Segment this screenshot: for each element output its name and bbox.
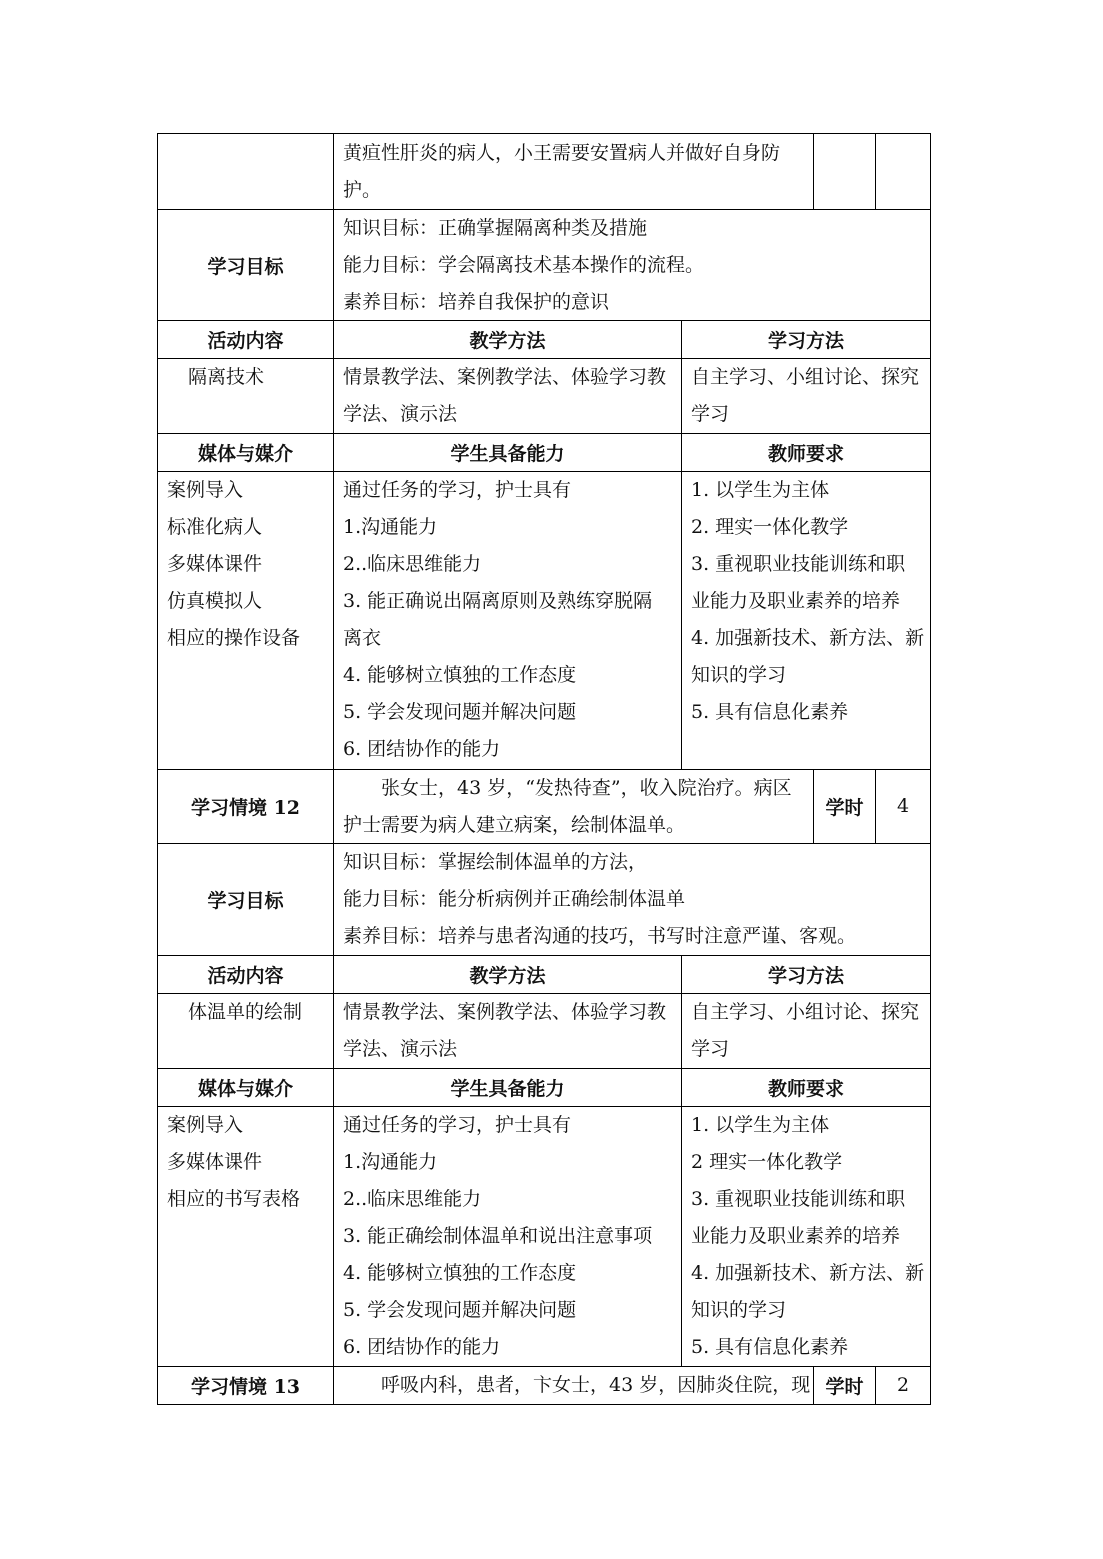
header-activity: 活动内容: [207, 965, 284, 987]
activity-content-row: [157, 993, 931, 1068]
goals-list: 知识目标：掌握绘制体温单的方法， 能力目标：能分析病例并正确绘制体温单 素养目标：培养与患者沟通的技巧，书写时注意严谨、客观。: [333, 844, 930, 955]
goals-label: 学习目标: [207, 255, 284, 278]
header-student-ability: 学生具备能力: [333, 1069, 681, 1106]
scenario-13-description: 呼吸内科，患者，卞女士，43 岁，因肺炎住院，现: [333, 1367, 813, 1404]
scenario-12-hours-label: 学时: [813, 770, 875, 843]
media-list: 案例导入 多媒体课件 相应的书写表格: [167, 1114, 301, 1210]
hours-label-cell: [813, 134, 875, 209]
header-teaching-method: 教学方法: [333, 321, 681, 358]
lesson-plan-table: [157, 133, 931, 1405]
hours-value-cell: [875, 134, 930, 209]
learning-method: 自主学习、小组讨论、探究 学习: [681, 359, 930, 433]
scenario-13-hours: 2: [875, 1367, 930, 1404]
goals-label: 学习目标: [207, 890, 284, 912]
media-content-row: [157, 471, 931, 769]
student-ability-list: 通过任务的学习，护士具有 1.沟通能力 2..临床思维能力 3. 能正确绘制体温单和说出注意事项 4. 能够树立慎独的工作态度 5. 学会发现问题并解决问题 6. 团结协作的能力: [333, 1107, 681, 1366]
learning-goals-row: [157, 843, 931, 955]
header-media: 媒体与媒介: [197, 1078, 293, 1100]
media-header-row: [157, 1068, 931, 1106]
activity-header-row: [157, 955, 931, 993]
header-learning-method: 学习方法: [681, 956, 930, 993]
goals-list: 知识目标：正确掌握隔离种类及措施 能力目标：学会隔离技术基本操作的流程。 素养目标：培养自我保护的意识: [333, 210, 930, 320]
scenario-12-title: 学习情境 12: [190, 797, 301, 819]
scenario-12-description: 张女士，43 岁，“发热待查”，收入院治疗。病区 护士需要为病人建立病案，绘制体温单。: [333, 770, 813, 843]
scenario-13-row: [157, 1366, 931, 1405]
activity-content-row: [157, 358, 931, 433]
activity-name: 隔离技术: [188, 366, 265, 388]
header-teacher-requirements: 教师要求: [681, 434, 930, 471]
scenario-12-hours: 4: [875, 770, 930, 843]
header-teacher-requirements: 教师要求: [681, 1069, 930, 1106]
scenario-12-row: [157, 769, 931, 843]
scenario-continuation-row: [157, 133, 931, 209]
scenario-13-hours-label: 学时: [813, 1367, 875, 1404]
header-teaching-method: 教学方法: [333, 956, 681, 993]
media-header-row: [157, 433, 931, 471]
teacher-requirements-list: 1. 以学生为主体 2. 理实一体化教学 3. 重视职业技能训练和职 业能力及职业素养的培养 4. 加强新技术、新方法、新 知识的学习 5. 具有信息化素养: [681, 472, 930, 769]
activity-name: 体温单的绘制: [188, 1001, 303, 1023]
scenario-description: 黄疸性肝炎的病人，小王需要安置病人并做好自身防 护。: [333, 134, 813, 209]
header-activity: 活动内容: [207, 330, 284, 352]
student-ability-list: 通过任务的学习，护士具有 1.沟通能力 2..临床思维能力 3. 能正确说出隔离原则及熟练穿脱隔 离衣 4. 能够树立慎独的工作态度 5. 学会发现问题并解决问题 6. 团结协作的能力: [333, 472, 681, 769]
header-media: 媒体与媒介: [197, 443, 293, 465]
teacher-requirements-list: 1. 以学生为主体 2 理实一体化教学 3. 重视职业技能训练和职 业能力及职业素养的培养 4. 加强新技术、新方法、新 知识的学习 5. 具有信息化素养: [681, 1107, 930, 1366]
learning-goals-row: [157, 209, 931, 320]
header-student-ability: 学生具备能力: [333, 434, 681, 471]
teaching-method: 情景教学法、案例教学法、体验学习教 学法、演示法: [333, 359, 681, 433]
teaching-method: 情景教学法、案例教学法、体验学习教 学法、演示法: [333, 994, 681, 1068]
scenario-13-title: 学习情境 13: [190, 1376, 301, 1398]
learning-method: 自主学习、小组讨论、探究 学习: [681, 994, 930, 1068]
activity-header-row: [157, 320, 931, 358]
header-learning-method: 学习方法: [681, 321, 930, 358]
media-content-row: [157, 1106, 931, 1366]
media-list: 案例导入 标准化病人 多媒体课件 仿真模拟人 相应的操作设备: [167, 479, 301, 649]
